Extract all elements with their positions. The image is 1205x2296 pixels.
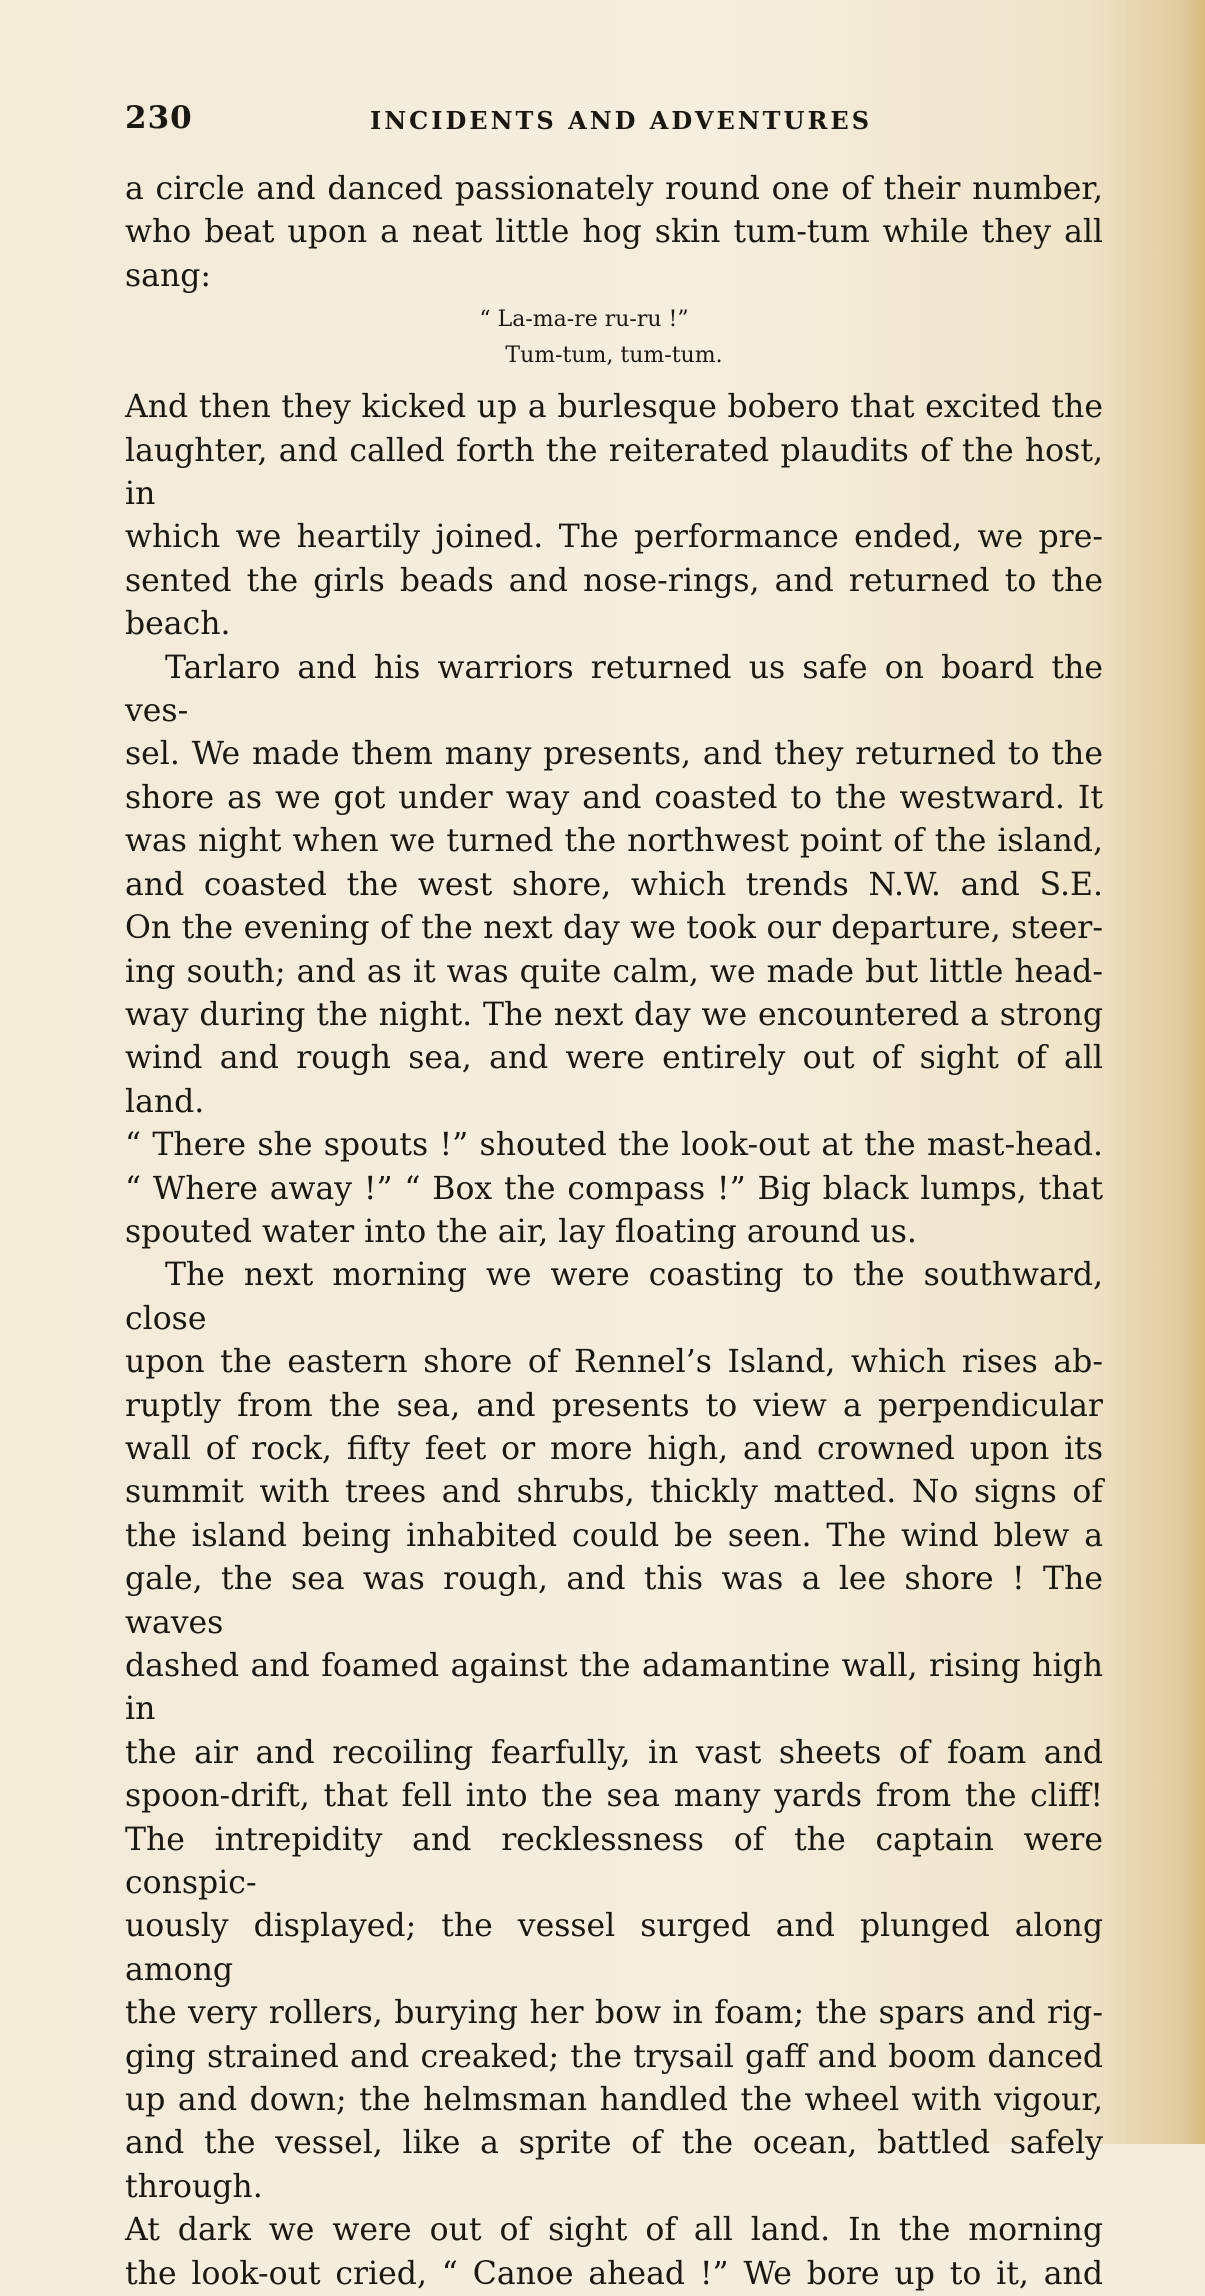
text-line: a circle and danced passionately round one of their number,: [125, 171, 1103, 207]
text-line: the look-out cried, “ Canoe ahead !” We bore up to it, and: [125, 2255, 1103, 2292]
text-line: uously displayed; the vessel surged and plunged along among: [125, 1908, 1103, 1988]
text-line: the air and recoiling fearfully, in vast sheets of foam and: [125, 1734, 1103, 1771]
text-line: shore as we got under way and coasted to the westward. It: [125, 779, 1103, 816]
text-line: laughter, and called forth the reiterated plaudits of the host, in: [125, 432, 1103, 513]
paragraph-1: [125, 168, 1103, 298]
text-line: sang:: [125, 257, 212, 294]
page-header: [125, 100, 1105, 144]
verse-line: “ La-ma-re ru-ru !”: [479, 307, 689, 333]
text-line: was night when we turned the northwest point of the island,: [125, 823, 1103, 860]
page-number: 230: [125, 100, 193, 136]
text-line: up and down; the helmsman handled the wheel with vigour,: [125, 2082, 1103, 2119]
text-line: the very rollers, burying her bow in foam; the spars and rig-: [125, 1995, 1103, 2032]
text-line: summit with trees and shrubs, thickly matted. No signs of: [125, 1474, 1103, 1511]
paragraph-2: [125, 386, 1103, 646]
text-line: who beat upon a neat little hog skin tum-tum while they all: [125, 214, 1103, 251]
text-line: the island being inhabited could be seen. The wind blew a: [125, 1517, 1103, 1554]
paragraph-3: [125, 647, 1103, 1255]
text-line: On the evening of the next day we took our departure, steer-: [125, 910, 1103, 947]
text-line: Tarlaro and his warriors returned us safe on board the ves-: [125, 649, 1103, 730]
text-line: At dark we were out of sight of all land. In the morning: [125, 2212, 1103, 2249]
page-edge: [1183, 0, 1205, 2144]
text-line: ging strained and creaked; the trysail gaff and boom danced: [125, 2038, 1103, 2075]
text-line: spoon-drift, that fell into the sea many yards from the cliff!: [125, 1778, 1103, 1815]
text-line: way during the night. The next day we encountered a strong: [125, 996, 1103, 1033]
text-line: and the vessel, like a sprite of the ocean, battled safely through.: [125, 2125, 1103, 2205]
text-line: beach.: [125, 606, 231, 643]
text-line: “ Where away !” “ Box the compass !” Big black lumps, that: [125, 1170, 1103, 1207]
text-line: upon the eastern shore of Rennel’s Island, which rises ab-: [125, 1344, 1103, 1381]
text-line: ruptly from the sea, and presents to view a perpendicular: [125, 1387, 1103, 1424]
text-line: ing south; and as it was quite calm, we made but little head-: [125, 953, 1103, 990]
text-line: The next morning we were coasting to the southward, close: [125, 1257, 1103, 1337]
text-line: And then they kicked up a burlesque bobero that excited the: [125, 389, 1103, 426]
song-verse: [125, 302, 1103, 374]
paragraph-4: [125, 1254, 1103, 2296]
text-line: The intrepidity and recklessness of the captain were conspic-: [125, 1821, 1103, 1902]
verse-line: Tum-tum, tum-tum.: [505, 343, 723, 369]
text-line: sented the girls beads and nose-rings, and returned to the: [125, 562, 1103, 599]
text-line: sel. We made them many presents, and they returned to the: [125, 736, 1103, 773]
text-line: dashed and foamed against the adamantine wall, rising high in: [125, 1648, 1103, 1728]
text-line: wall of rock, fifty feet or more high, and crowned upon its: [125, 1430, 1103, 1467]
text-line: and coasted the west shore, which trends N.W. and S.E.: [125, 866, 1103, 903]
running-title: INCIDENTS AND ADVENTURES: [370, 106, 873, 135]
text-line: spouted water into the air, lay floating around us.: [125, 1213, 917, 1250]
text-line: “ There she spouts !” shouted the look-out at the mast-head.: [125, 1127, 1103, 1164]
text-line: gale, the sea was rough, and this was a lee shore ! The waves: [125, 1561, 1103, 1641]
body-text: [125, 168, 1103, 2296]
text-line: which we heartily joined. The performance ended, we pre-: [125, 519, 1103, 556]
text-line: wind and rough sea, and were entirely out of sight of all land.: [125, 1040, 1103, 1120]
